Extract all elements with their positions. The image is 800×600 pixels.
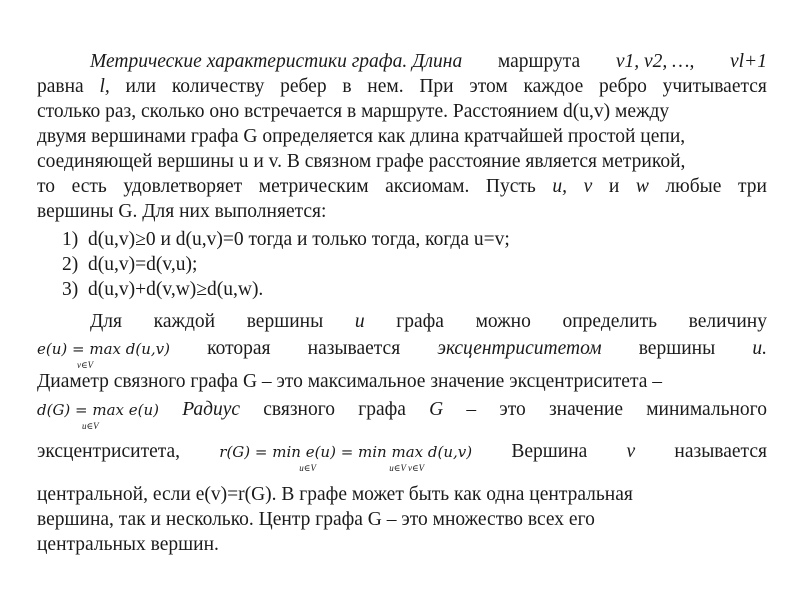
text-line-9: e(u) = max d(u,v) v∈V которая называется эксцентриситетом вершины u. — [37, 338, 767, 370]
text-line-13: центральной, если e(v)=r(G). В графе может быть как одна центральная — [37, 484, 633, 505]
text-line-11: d(G) = max e(u) u∈V Радиус связного графа G – это значение минимального — [37, 399, 767, 431]
axiom-3: 3) d(u,v)+d(v,w)≥d(u,w). — [62, 279, 264, 300]
diameter-formula: d(G) = max e(u) u∈V — [37, 401, 160, 431]
text-line-2: равна l, или количеству ребер в нем. При этом каждое ребро учитывается — [37, 76, 767, 97]
text-line-4: двумя вершинами графа G определяется как длина кратчайшей простой цепи, — [37, 126, 686, 147]
text-line-3: столько раз, сколько оно встречается в маршруте. Расстоянием d(u,v) между — [37, 101, 670, 122]
axiom-2: 2) d(u,v)=d(v,u); — [62, 254, 198, 275]
text-line-6: то есть удовлетворяет метрическим аксиомам. Пусть u, v и w любые три — [37, 176, 767, 197]
eccentricity-formula: e(u) = max d(u,v) v∈V — [37, 340, 170, 370]
text-line-15: центральных вершин. — [37, 534, 219, 555]
radius-formula: r(G) = min e(u) = min max d(u,v) u∈V u∈V v∈V — [219, 443, 473, 473]
axiom-1: 1) d(u,v)≥0 и d(u,v)=0 тогда и только тогда, когда u=v; — [62, 229, 510, 250]
heading-metric: Метрические характеристики графа. Длина — [90, 51, 463, 72]
text-line-12: эксцентриситета, r(G) = min e(u) = min max d(u,v) u∈V u∈V v∈V Вершина v называется — [37, 441, 767, 473]
text-line-1: Метрические характеристики графа. Длина маршрута v1, v2, …, vl+1 — [90, 51, 767, 72]
text-line-8: Для каждой вершины u графа можно определить величину — [90, 311, 767, 332]
text-line-14: вершина, так и несколько. Центр графа G – это множество всех его — [37, 509, 595, 530]
text-line-7: вершины G. Для них выполняется: — [37, 201, 327, 222]
text-line-5: соединяющей вершины u и v. В связном графе расстояние является метрикой, — [37, 151, 686, 172]
text-line-10: Диаметр связного графа G – это максимальное значение эксцентриситета – — [37, 371, 662, 392]
